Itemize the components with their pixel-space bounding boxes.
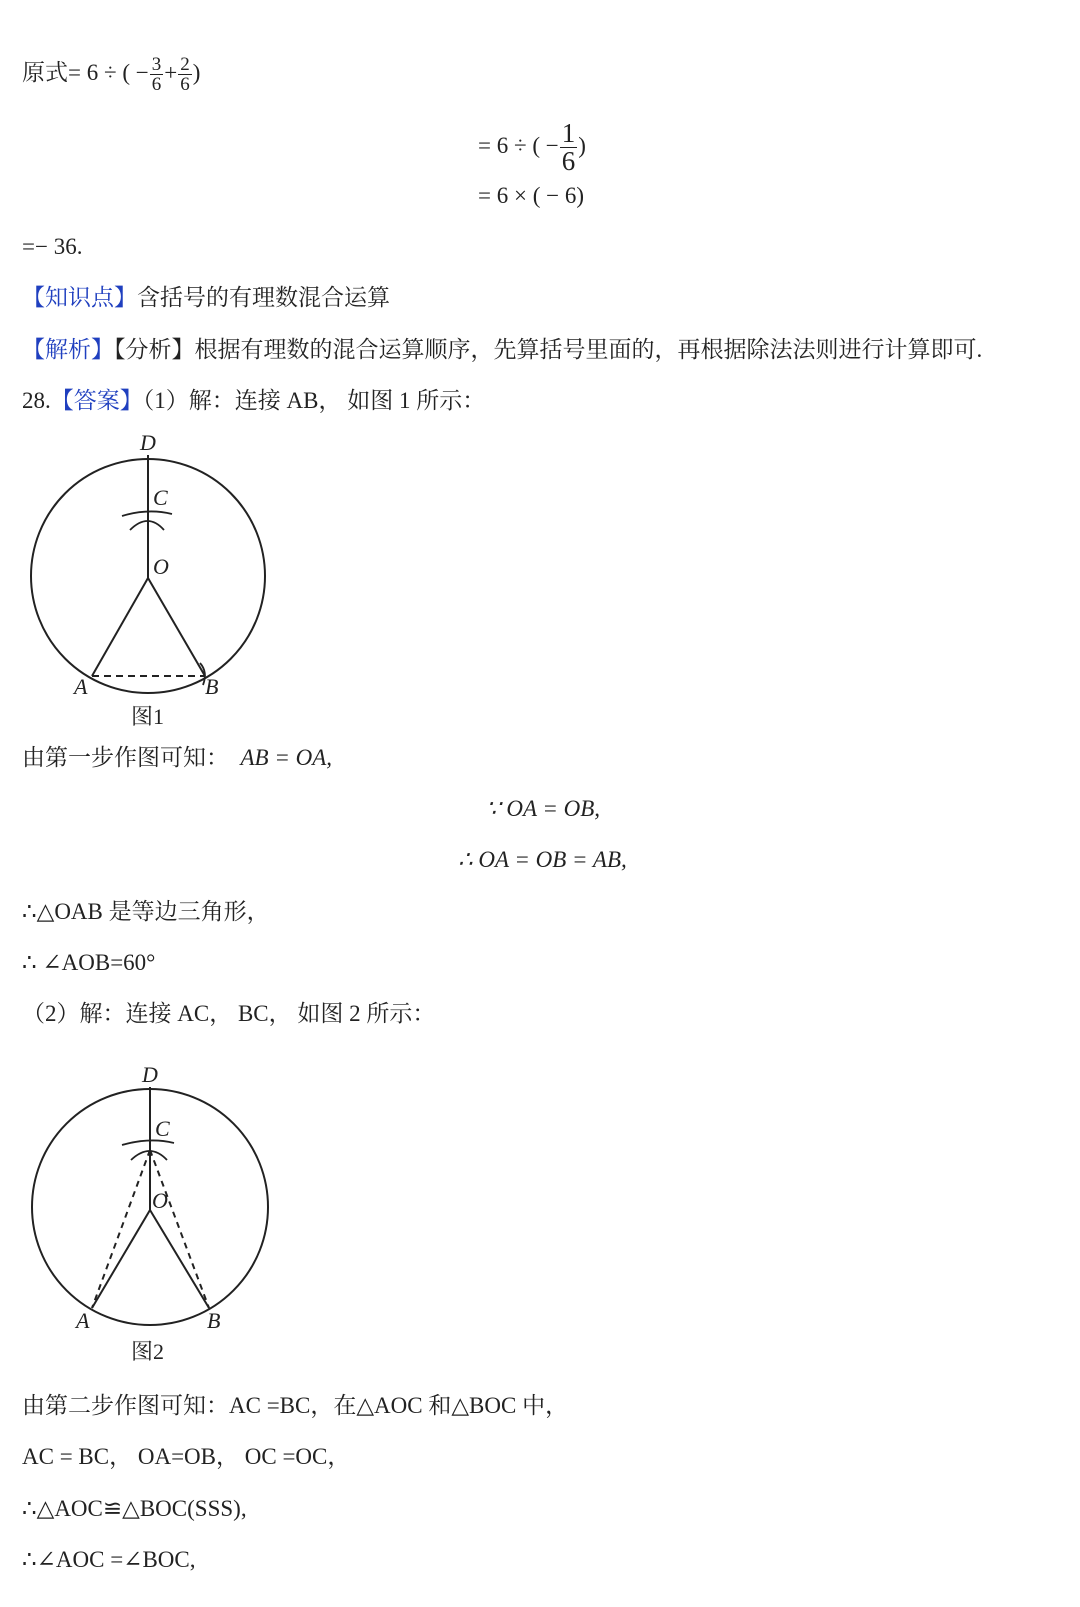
calc-line-2 [478, 120, 586, 175]
numerator: 3 [151, 54, 162, 75]
label-o: O [152, 1188, 168, 1213]
calc-line-3: = 6 × ( − 6) [478, 183, 584, 208]
fraction [560, 120, 578, 175]
part2-line-3: ∴△AOC≌△BOC(SSS), [22, 1496, 247, 1521]
label-a: A [74, 674, 88, 699]
figure-1-caption: 图1 [131, 704, 165, 729]
label-c: C [155, 1116, 170, 1141]
line-OA [92, 578, 148, 676]
question-28 [22, 386, 485, 416]
question-text: （1）解：连接 AB， 如图 1 所示： [142, 388, 486, 413]
denominator: 6 [151, 74, 162, 95]
part1-angle: ∴ ∠AOB=60° [22, 950, 156, 975]
plus-sign: + [164, 59, 178, 85]
figure-2-diagram [0, 1055, 300, 1345]
part1-step1 [22, 743, 332, 773]
analysis-text: 根据有理数的混合运算顺序，先算括号里面的，再根据除法法则进行计算即可. [194, 337, 983, 362]
label-c: C [153, 485, 168, 510]
calc-result: =− 36. [22, 234, 83, 259]
denominator: 6 [180, 74, 190, 95]
numerator: 2 [180, 54, 190, 75]
analysis-tag2: 【分析】 [114, 337, 195, 362]
part2-line-1: 由第二步作图可知：AC =BC，在△AOC 和△BOC 中， [22, 1393, 569, 1418]
analysis-tag: 【解析】 [22, 337, 114, 362]
close-paren: ) [192, 59, 201, 85]
line-BC-dashed [150, 1150, 209, 1308]
question-number: 28. [22, 388, 51, 413]
figure-2-caption: 图2 [131, 1339, 165, 1364]
step1-text: 由第一步作图可知： [22, 745, 229, 770]
line-OA [92, 1210, 150, 1308]
label-d: D [142, 1062, 158, 1087]
knowledge-point [22, 283, 390, 313]
knowledge-text: 含括号的有理数混合运算 [137, 285, 390, 310]
close-paren: ) [578, 132, 586, 158]
analysis [22, 335, 982, 365]
part2-intro: （2）解：连接 AC， BC， 如图 2 所示： [22, 1001, 436, 1026]
figure-1-diagram [0, 425, 300, 705]
label-b: B [205, 674, 219, 699]
part1-because: ∵ OA = OB, [486, 796, 601, 821]
answer-tag: 【答案】 [50, 388, 143, 413]
label-o: O [153, 554, 169, 579]
line-OB [148, 578, 205, 676]
numerator: 1 [561, 118, 576, 148]
arc-mark-c [122, 1140, 174, 1160]
step1-math: AB = OA, [240, 745, 333, 770]
denominator: 6 [561, 146, 576, 176]
expr-text: 原式= 6 ÷ ( − [22, 59, 149, 85]
label-a: A [76, 1308, 90, 1333]
knowledge-tag: 【知识点】 [22, 285, 137, 310]
expr-text: = 6 ÷ ( − [478, 132, 559, 158]
calc-line-1 [22, 55, 200, 94]
part1-therefore: ∴ OA = OB = AB, [458, 847, 627, 872]
part2-line-2: AC = BC， OA=OB， OC =OC， [22, 1444, 351, 1469]
line-AC-dashed [92, 1150, 150, 1308]
part1-equilateral: ∴△OAB 是等边三角形， [22, 899, 270, 924]
fraction [178, 55, 192, 94]
part2-line-4: ∴∠AOC =∠BOC, [22, 1547, 196, 1572]
line-OB [150, 1210, 209, 1308]
fraction [150, 55, 164, 94]
label-b: B [207, 1308, 221, 1333]
label-d: D [140, 430, 156, 455]
